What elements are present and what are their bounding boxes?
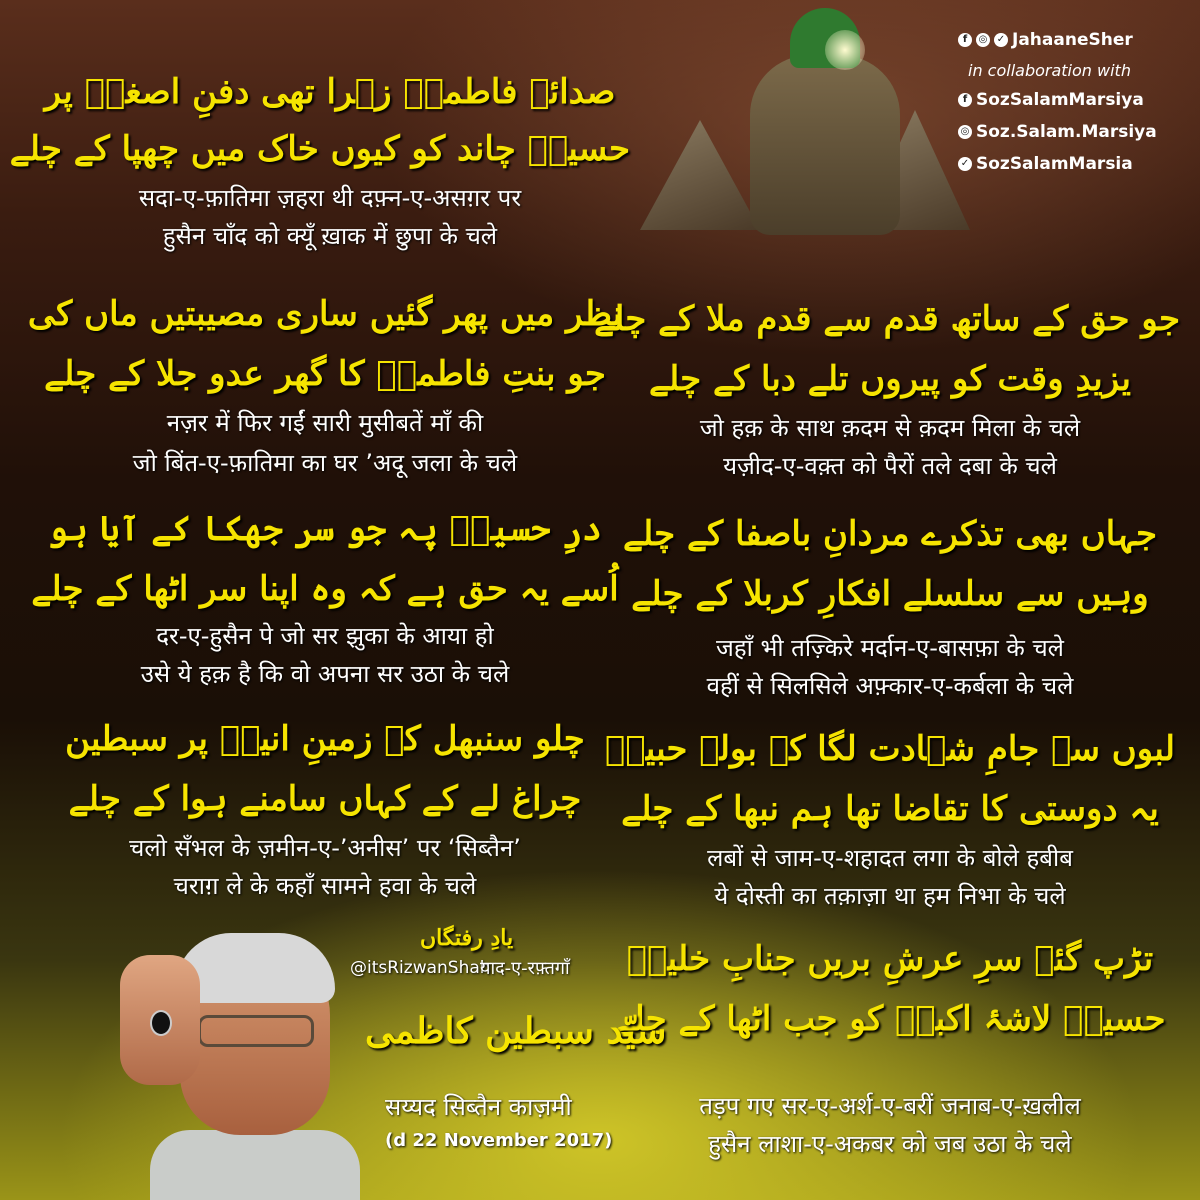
stanza-7-hindi-line-2: ये दोस्ती का तक़ाज़ा था हम निभा के चले [714, 882, 1066, 910]
facebook-icon: f [958, 33, 972, 47]
stanza-2-urdu-line-1: نظر میں پھر گئیں ساری مصیبتیں ماں کی [27, 294, 623, 334]
poet-portrait [120, 915, 360, 1200]
stanza-7-hindi-line-1: लबों से जाम-ए-शहादत लगा के बोले हबीब [707, 844, 1073, 872]
stanza-6-urdu-line-1: جہاں بھی تذکرے مردانِ باصفا کے چلے [622, 514, 1158, 554]
facebook-row [958, 84, 1190, 116]
poet-death-date: (d 22 November 2017) [385, 1130, 613, 1151]
instagram-icon: ◎ [976, 33, 990, 47]
twitter-row [958, 148, 1190, 180]
series-title-hindi: याद-ए-रफ़्तगाँ [480, 958, 570, 979]
facebook-handle: SozSalamMarsiya [976, 90, 1144, 110]
stanza-3-urdu-line-1: درِ حسینؑ پہ جو سر جھکا کے آیا ہو [48, 509, 602, 549]
stanza-5-urdu-line-1: جو حق کے ساتھ قدم سے قدم ملا کے چلے [594, 299, 1180, 339]
stanza-1-urdu-line-2: حسینؑ چاند کو کیوں خاک میں چھپا کے چلے [9, 129, 630, 169]
stanza-6-hindi-line-2: वहीं से सिलसिले अफ़्कार-ए-कर्बला के चले [706, 672, 1074, 700]
stanza-2-hindi-line-2: जो बिंत-ए-फ़ातिमा का घर ’अदू जला के चले [132, 449, 518, 477]
stanza-7-urdu-line-1: لبوں سے جامِ شہادت لگا کے بولے حبیبؑ [605, 729, 1175, 769]
stanza-5-hindi-line-2: यज़ीद-ए-वक़्त को पैरों तले दबा के चले [723, 452, 1057, 480]
main-handle: JahaaneSher [1012, 30, 1133, 50]
instagram-row [958, 116, 1190, 148]
twitter-icon: ✓ [958, 157, 972, 171]
stanza-3-hindi-line-1: दर-ए-हुसैन पे जो सर झुका के आया हो [156, 622, 494, 650]
instagram-icon: ◎ [958, 125, 972, 139]
stanza-5-hindi-line-1: जो हक़ के साथ क़दम से क़दम मिला के चले [699, 414, 1081, 442]
stanza-8-hindi-line-2: हुसैन लाशा-ए-अकबर को जब उठा के चले [708, 1130, 1072, 1158]
series-title-urdu: یادِ رفتگاں [420, 925, 514, 951]
stanza-6-urdu-line-2: وہیں سے سلسلے افکارِ کربلا کے چلے [631, 574, 1149, 614]
collab-text: in collaboration with [968, 60, 1131, 80]
stanza-3-urdu-line-2: اُسے یہ حق ہے کہ وہ اپنا سر اٹھا کے چلے [31, 569, 619, 609]
stanza-4-urdu-line-2: چراغ لے کے کہاں سامنے ہوا کے چلے [68, 779, 582, 819]
stanza-4-hindi-line-1: चलो सँभल के ज़मीन-ए-’अनीस’ पर ‘सिब्तैन’ [129, 834, 521, 862]
main-handle-row [958, 24, 1190, 56]
facebook-icon: f [958, 93, 972, 107]
stanza-1-hindi-line-1: सदा-ए-फ़ातिमा ज़हरा थी दफ़्न-ए-असग़र पर [138, 184, 522, 212]
stanza-8-urdu-line-1: تڑپ گئے سرِ عرشِ بریں جنابِ خلیلؑ [626, 939, 1154, 979]
poet-name-hindi: सय्यद सिब्तैन काज़मी [385, 1093, 572, 1121]
stanza-2-urdu-line-2: جو بنتِ فاطمہؑ کا گھر عدو جلا کے چلے [44, 354, 606, 394]
poet-name-urdu: سیّد سبطین کاظمی [365, 1010, 667, 1052]
instagram-handle: Soz.Salam.Marsiya [976, 122, 1157, 142]
stanza-2-hindi-line-1: नज़र में फिर गईं सारी मुसीबतें माँ की [166, 409, 484, 437]
stanza-3-hindi-line-2: उसे ये हक़ है कि वो अपना सर उठा के चले [140, 660, 510, 688]
credit-handle: @itsRizwanShah [350, 958, 491, 978]
stanza-4-hindi-line-2: चराग़ ले के कहाँ सामने हवा के चले [173, 872, 477, 900]
twitter-handle: SozSalamMarsia [976, 154, 1133, 174]
stanza-6-hindi-line-1: जहाँ भी तज़्किरे मर्दान-ए-बासफ़ा के चले [716, 634, 1064, 662]
stanza-5-urdu-line-2: یزیدِ وقت کو پیروں تلے دبا کے چلے [649, 359, 1131, 399]
stanza-1-urdu-line-1: صدائے فاطمہؑ زہرا تھی دفنِ اصغرؑ پر [44, 72, 616, 112]
social-block [958, 24, 1190, 180]
twitter-icon: ✓ [994, 33, 1008, 47]
stanza-7-urdu-line-2: یہ دوستی کا تقاضا تھا ہم نبھا کے چلے [621, 789, 1159, 829]
stanza-8-hindi-line-1: तड़प गए सर-ए-अर्श-ए-बरीं जनाब-ए-ख़लील [699, 1092, 1081, 1120]
scene-illustration [640, 0, 970, 250]
stanza-1-hindi-line-2: हुसैन चाँद को क्यूँ ख़ाक में छुपा के चले [162, 222, 498, 250]
stanza-8-urdu-line-2: حسینؑ لاشۂ اکبرؑ کو جب اٹھا کے چلے [614, 999, 1166, 1039]
stanza-4-urdu-line-1: چلو سنبھل کے زمینِ انیسؔ پر سبطین [65, 719, 585, 759]
